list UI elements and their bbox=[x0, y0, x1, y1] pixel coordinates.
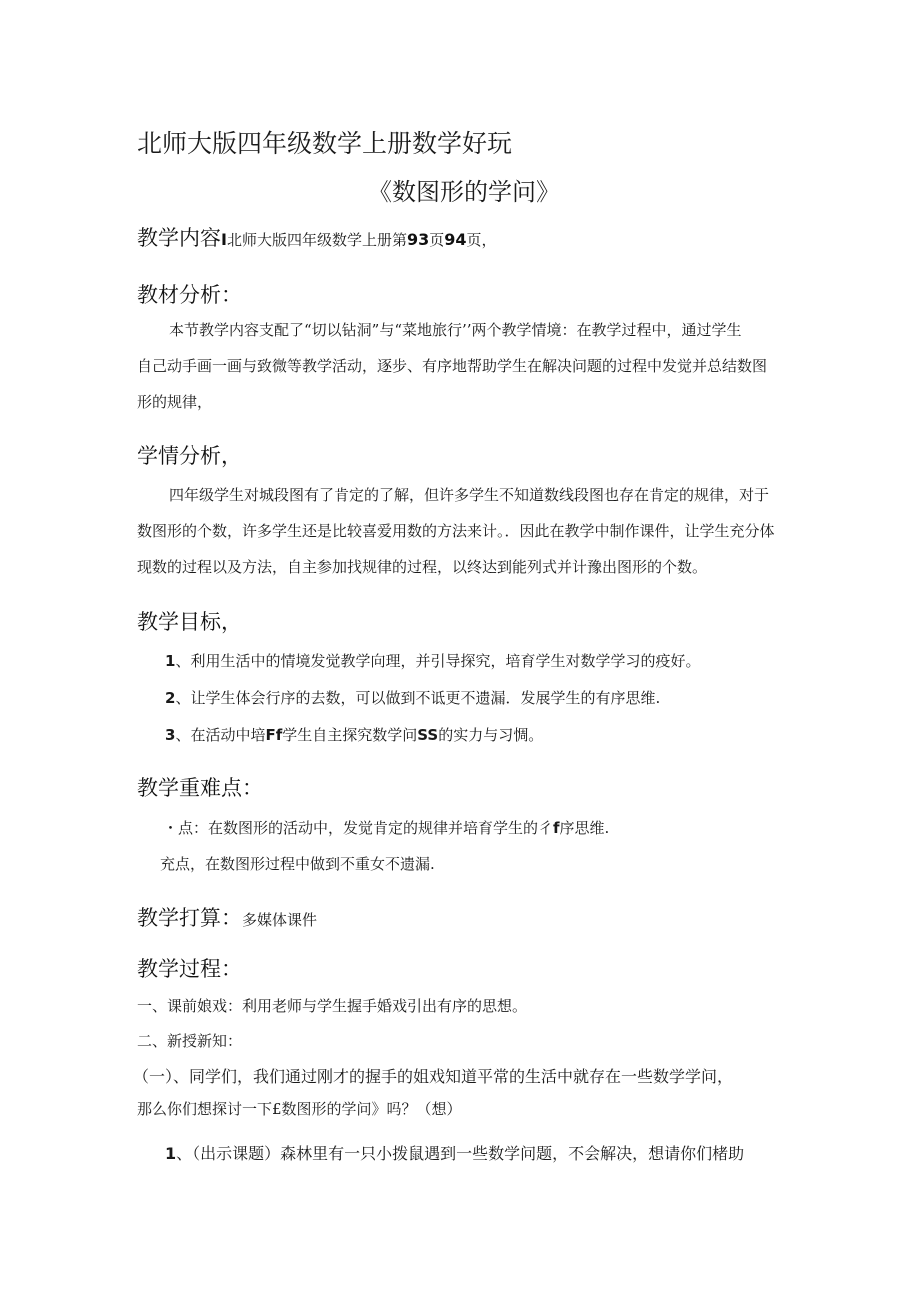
goal-number: 2 bbox=[165, 689, 176, 707]
process-line: 二、新授新知： bbox=[137, 1032, 243, 1050]
goal-bold-fragment: Ff bbox=[265, 726, 283, 744]
goal-text: 、利用生活中的情境发觉教学向理，并引导探究，培育学生对数学学习的疫好。 bbox=[175, 652, 701, 670]
step-text: 、（出示课题）森林里有一只小拨鼠遇到一些数学问题，不会解决，想请你们楮助 bbox=[176, 1144, 745, 1163]
goals-heading: 教学目标， bbox=[137, 610, 242, 634]
step-number: 1 bbox=[165, 1144, 177, 1163]
goal-text: 的实力与习惆。 bbox=[438, 726, 544, 744]
goal-bold-fragment: SS bbox=[417, 726, 439, 744]
content-page-start: 93 bbox=[406, 230, 430, 249]
material-line: 自己动手画一画与致微等教学活动，逐步、有序地帮助学生在解决问题的过程中发觉并总结数图 bbox=[137, 357, 768, 375]
goal-number: 1 bbox=[165, 652, 176, 670]
key-point-line bbox=[163, 817, 609, 838]
student-line: 现数的过程以及方法，自主参加找规律的过程，以终达到能列式并计豫出图形的个数。 bbox=[137, 558, 708, 576]
goal-text: 、让学生体会行序的去数，可以做到不诋更不遗漏．发展学生的有序思维. bbox=[175, 689, 661, 707]
goal-number: 3 bbox=[165, 726, 176, 744]
document-title: 北师大版四年级数学上册数学好玩 bbox=[137, 129, 513, 158]
student-line: 四年级学生对城段图有了肯定的了解，但许多学生不知道数线段图也存在肯定的规律，对于 bbox=[169, 486, 770, 504]
prep-heading: 教学打算： bbox=[137, 906, 242, 930]
process-heading: 教学过程： bbox=[137, 957, 242, 981]
goal-text: 、在活动中培 bbox=[175, 726, 266, 744]
content-text-a: 北师大版四年级数学上册第 bbox=[226, 231, 407, 249]
key-point-bold: f bbox=[553, 819, 560, 837]
prep-text: 多媒体课件 bbox=[242, 911, 318, 929]
content-page-end: 94 bbox=[444, 230, 467, 249]
goal-item bbox=[165, 650, 700, 671]
prep-section bbox=[137, 902, 317, 932]
goal-item bbox=[165, 724, 543, 745]
process-line: （一）、同学们，我们通过刚才的握手的姐戏知道平常的生活中就存在一些数学学问， bbox=[133, 1067, 734, 1086]
content-text-b: 页 bbox=[429, 231, 445, 249]
process-line: 那么你们想探讨一下£数图形的学问》吗？（想） bbox=[137, 1100, 462, 1118]
student-heading: 学情分析， bbox=[137, 444, 242, 468]
material-heading: 教材分析： bbox=[137, 283, 242, 307]
process-line: 一、课前娘戏：利用老师与学生握手婚戏引出有序的思想。 bbox=[137, 997, 528, 1015]
material-line: 本节教学内容支配了“切以钻洞”与“菜地旅行’’两个教学情境：在教学过程中，通过学生 bbox=[169, 321, 742, 339]
goal-text: 学生自主探究数学问 bbox=[282, 726, 418, 744]
process-step-item bbox=[165, 1141, 744, 1164]
key-point-text: ・点：在数图形的活动中，发觉肯定的规律并培育学生的彳 bbox=[163, 819, 554, 837]
content-text-c: 页， bbox=[466, 231, 497, 249]
key-point-text: 序思维. bbox=[559, 819, 610, 837]
content-section bbox=[137, 222, 497, 252]
key-heading: 教学重难点： bbox=[137, 776, 263, 800]
content-heading: 教学内容 bbox=[137, 226, 221, 250]
goal-item bbox=[165, 687, 660, 708]
content-separator: I bbox=[221, 230, 227, 249]
student-line: 数图形的个数，许多学生还是比较喜爱用数的方法来计。．因此在教学中制作课件，让学生充分体 bbox=[137, 522, 775, 540]
document-subtitle: 《数图形的学问》 bbox=[368, 178, 560, 206]
material-line: 形的规律， bbox=[137, 393, 213, 411]
difficult-point-line: 充点，在数图形过程中做到不重女不遗漏. bbox=[160, 855, 435, 873]
